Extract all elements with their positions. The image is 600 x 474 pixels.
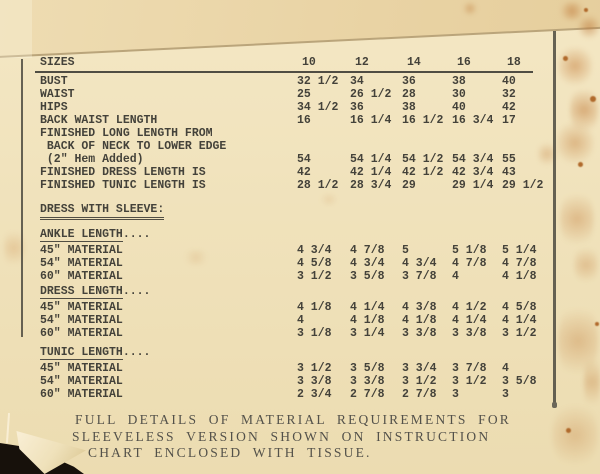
table-row: 45" MATERIAL 4 1/8 4 1/4 4 3/8 4 1/2 4 5/8 bbox=[40, 301, 537, 314]
footnote-line: CHART ENCLOSED WITH TISSUE. bbox=[88, 445, 372, 460]
table-row: WAIST 25 26 1/2 28 30 32 bbox=[40, 88, 516, 101]
table-row: BACK WAIST LENGTH 16 16 1/4 16 1/2 16 3/4 17 bbox=[40, 114, 516, 127]
footnote-line: SLEEVELESS VERSION SHOWN ON INSTRUCTION bbox=[72, 428, 491, 444]
table-row: HIPS 34 1/2 36 38 40 42 bbox=[40, 101, 516, 114]
footnote bbox=[72, 412, 511, 462]
title-dots: .... bbox=[122, 346, 151, 359]
section-dress-length bbox=[40, 285, 555, 340]
table-row: 60" MATERIAL 3 1/2 3 5/8 3 7/8 4 4 1/8 bbox=[40, 270, 537, 283]
size-column-header: 16 bbox=[457, 56, 471, 69]
table-row: 60" MATERIAL 3 1/8 3 1/4 3 3/8 3 3/8 3 1/2 bbox=[40, 327, 537, 340]
table-row: BACK OF NECK TO LOWER EDGE bbox=[40, 140, 227, 153]
background-paper-corner bbox=[0, 0, 32, 58]
title-dots: .... bbox=[122, 285, 151, 298]
table-row: 45" MATERIAL 4 3/4 4 7/8 5 5 1/8 5 1/4 bbox=[40, 244, 537, 257]
table-row: FINISHED TUNIC LENGTH IS 28 1/2 28 3/4 29 29 1/4 29 1/2 bbox=[40, 179, 544, 192]
table-row: 60" MATERIAL 2 3/4 2 7/8 2 7/8 3 3 bbox=[40, 388, 509, 401]
table-row: FINISHED DRESS LENGTH IS 42 42 1/4 42 1/2 42 3/4 43 bbox=[40, 166, 516, 179]
dress-with-sleeve-heading: DRESS WITH SLEEVE: bbox=[40, 203, 164, 218]
section-tunic-length bbox=[40, 346, 555, 401]
section-title: DRESS LENGTH.... bbox=[40, 285, 151, 298]
size-column-header: 18 bbox=[507, 56, 521, 69]
section-title: TUNIC LENGTH.... bbox=[40, 346, 151, 359]
measurement-rows bbox=[40, 75, 555, 192]
footnote-line: FULL DETAILS OF MATERIAL REQUIREMENTS FOR bbox=[75, 412, 511, 427]
size-column-header: 12 bbox=[355, 56, 369, 69]
size-chart bbox=[40, 0, 565, 474]
table-border-left bbox=[21, 59, 23, 337]
size-table-header-row bbox=[35, 55, 533, 73]
sizes-heading: SIZES bbox=[40, 56, 75, 69]
title-dots: .... bbox=[122, 228, 151, 241]
table-row: FINISHED LONG LENGTH FROM bbox=[40, 127, 213, 140]
table-row: 54" MATERIAL 4 4 1/8 4 1/8 4 1/4 4 1/4 bbox=[40, 314, 537, 327]
table-row: (2" Hem Added) 54 54 1/4 54 1/2 54 3/4 55 bbox=[40, 153, 516, 166]
table-row: BUST 32 1/2 34 36 38 40 bbox=[40, 75, 516, 88]
foxing-dot bbox=[584, 8, 588, 12]
table-row: 45" MATERIAL 3 1/2 3 5/8 3 3/4 3 7/8 4 bbox=[40, 362, 509, 375]
section-ankle-length bbox=[40, 228, 555, 283]
table-row: 54" MATERIAL 3 3/8 3 3/8 3 1/2 3 1/2 3 5/8 bbox=[40, 375, 537, 388]
size-column-header: 14 bbox=[407, 56, 421, 69]
table-row: 54" MATERIAL 4 5/8 4 3/4 4 3/4 4 7/8 4 7/8 bbox=[40, 257, 537, 270]
section-title: ANKLE LENGTH.... bbox=[40, 228, 151, 241]
size-column-header: 10 bbox=[302, 56, 316, 69]
